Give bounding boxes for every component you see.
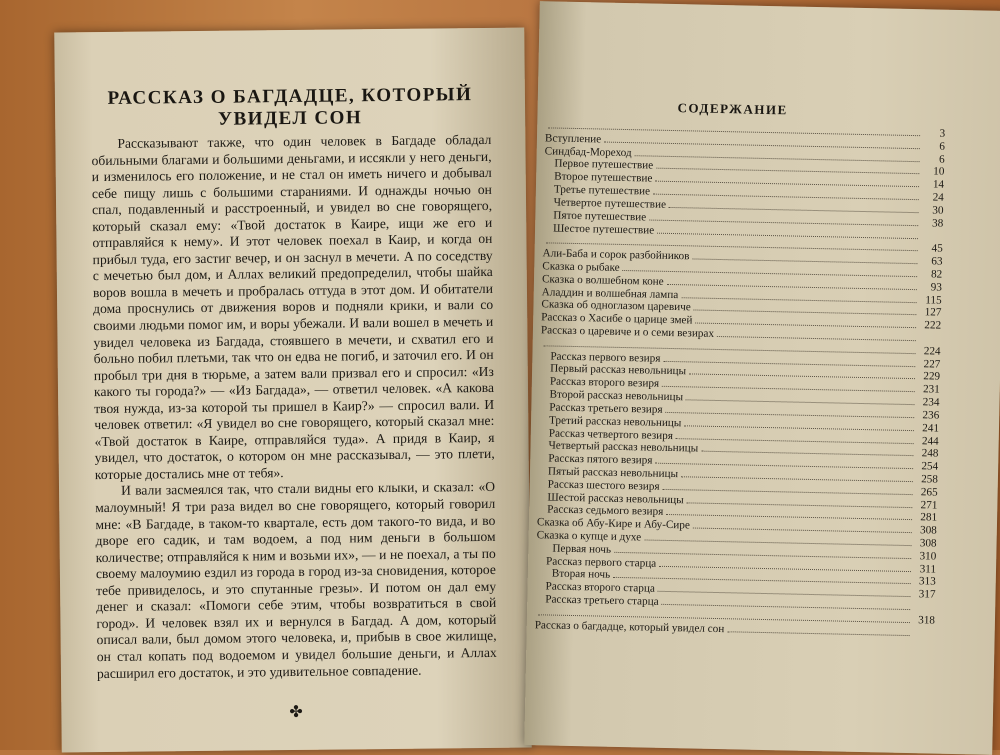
toc-entry-page-number: 244 [917, 435, 939, 448]
toc-entry-page-number: 227 [918, 358, 940, 371]
toc-dot-leader [717, 329, 916, 341]
toc-entry-title: Рассказ шестого везиря [548, 478, 660, 493]
toc-entry-title: Рассказ второго старца [545, 581, 655, 596]
toc-entry-page-number: 93 [920, 281, 942, 294]
toc-entry-title: Рассказ первого старца [546, 555, 656, 570]
right-book-page [524, 1, 1000, 755]
toc-entry-title: Первая ночь [552, 542, 611, 556]
toc-entry-title: Шестой рассказ невольницы [547, 491, 684, 507]
toc-entry-page-number: 30 [921, 204, 943, 217]
toc-entry-title: Рассказ первого везиря [550, 350, 660, 365]
story-paragraph-2: И вали засмеялся так, что стали видны его клыки, и сказал: «О малоумный! Я три раза видел во сне говорящего, который говорил мне: «В Багдаде, в таком-то квартале, есть дом такого-то вида, и во дворе его садик, и там водоем, а под ним деньги в большом количестве; отправляйся к ним и возьми их», — и не поехал, а ты по своему малоумию ездил из города в город из-за сновидения, которое тебе привиделось, и это спутанные грезы». И потом он дал ему денег и сказал: «Помоги себе этим, чтобы возвратиться в свой город». И человек взял их и вернулся в Багдад. А дом, который описал вали, был домом этого человека, и, прибыв в свое жилище, он стал копать под водоемом и увидел большие деньги, и Аллах расширил его достаток, и это удивительное совпадение. [95, 479, 497, 682]
table-of-contents [535, 119, 946, 640]
toc-entry-title: Третье путешествие [554, 184, 650, 199]
left-book-page [54, 28, 532, 753]
toc-entry-title: Синдбад-Мореход [545, 145, 632, 160]
toc-entry-page-number: 265 [916, 486, 938, 499]
toc-entry-title: Рассказ о Хасибе о царице змей [541, 311, 692, 327]
toc-entry-page-number: 82 [920, 268, 942, 281]
toc-entry-page-number: 271 [915, 499, 937, 512]
toc-entry-page-number: 310 [914, 550, 936, 563]
toc-entry-title: Первый рассказ невольницы [550, 363, 686, 379]
toc-entry-title: Рассказ седьмого везиря [547, 504, 663, 519]
toc-entry-page-number: 308 [914, 537, 936, 550]
toc-entry-page-number: 231 [918, 383, 940, 396]
toc-entry-title: Сказка об Абу-Кире и Абу-Сире [537, 516, 690, 532]
toc-entry-page-number: 224 [918, 345, 940, 358]
story-title [95, 84, 485, 132]
toc-entry-title: Пятый рассказ невольницы [548, 465, 678, 481]
toc-entry-page-number: 317 [913, 588, 935, 601]
toc-entry-title: Сказка о волшебном коне [542, 273, 664, 288]
toc-entry-title: Пятое путешествие [553, 209, 646, 224]
toc-entry-title: Второе путешествие [554, 171, 653, 186]
toc-entry-title: Сказка о купце и духе [537, 529, 642, 544]
story-title-line-2: УВИДЕЛ СОН [95, 106, 485, 132]
toc-entry-page-number: 248 [916, 447, 938, 460]
toc-entry-title: Рассказ третьего старца [545, 593, 659, 608]
toc-entry-title: Рассказ о царевиче и о семи везирах [541, 324, 714, 340]
toc-entry-page-number: 222 [919, 319, 941, 332]
story-text [91, 132, 497, 682]
toc-entry-title: Сказка о рыбаке [542, 260, 620, 274]
toc-entry-title: Сказка об одноглазом царевиче [541, 299, 691, 315]
toc-entry-title: Второй рассказ невольницы [549, 389, 683, 405]
toc-entry-page-number: 308 [915, 524, 937, 537]
toc-entry-page-number: 6 [922, 153, 944, 166]
toc-entry-page-number: 234 [917, 396, 939, 409]
toc-entry-title: Аладдин и волшебная лампа [542, 286, 679, 302]
toc-entry-page-number: 6 [923, 140, 945, 153]
toc-entry-page-number: 258 [916, 473, 938, 486]
toc-entry-page-number: 311 [914, 563, 936, 576]
toc-entry-title: Рассказ четвертого везиря [549, 427, 673, 442]
story-title-line-1: РАССКАЗ О БАГДАДЦЕ, КОТОРЫЙ [95, 84, 485, 110]
toc-entry-page-number: 24 [922, 191, 944, 204]
toc-entry-title: Вторая ночь [552, 568, 611, 582]
contents-title: СОДЕРЖАНИЕ [677, 100, 787, 118]
toc-entry-page-number: 236 [917, 409, 939, 422]
toc-entry-page-number: 254 [916, 460, 938, 473]
toc-entry-title: Али-Баба и сорок разбойников [542, 247, 689, 263]
toc-entry-page-number: 45 [921, 243, 943, 256]
toc-entry-title: Первое путешествие [554, 158, 653, 173]
toc-entry-page-number: 63 [920, 255, 942, 268]
toc-entry-title: Рассказ пятого везиря [548, 453, 652, 468]
toc-entry-page-number: 10 [922, 166, 944, 179]
toc-entry-title: Шестое путешествие [553, 222, 654, 237]
toc-entry-page-number: 241 [917, 422, 939, 435]
ornament-icon: ✤ [289, 702, 303, 722]
toc-entry-title: Четвертое путешествие [553, 196, 666, 211]
toc-entry-page-number: 3 [923, 127, 945, 140]
toc-entry-page-number: 127 [919, 307, 941, 320]
toc-entry-title: Четвертый рассказ невольницы [548, 440, 698, 456]
toc-entry-title: Вступление [545, 132, 602, 146]
toc-entry-title: Рассказ второго везиря [550, 376, 660, 391]
toc-entry-title: Третий рассказ невольницы [549, 414, 682, 430]
toc-entry-page-number: 38 [921, 217, 943, 230]
toc-dot-leader [727, 624, 910, 636]
toc-entry-page-number: 229 [918, 371, 940, 384]
toc-entry-title: Рассказ третьего везиря [549, 401, 663, 416]
toc-entry-page-number: 115 [920, 294, 942, 307]
toc-entry-page-number: 318 [913, 614, 935, 627]
toc-entry-page-number: 281 [915, 512, 937, 525]
toc-entry-page-number: 14 [922, 178, 944, 191]
toc-entry-page-number: 313 [914, 576, 936, 589]
toc-dot-leader [701, 444, 913, 456]
toc-entry-title: Рассказ о багдадце, который увидел сон [535, 619, 725, 636]
story-paragraph-1: Рассказывают также, что один человек в Багдаде обладал обильными благами и большими деньгами, и иссякли у него деньги, и изменилось его положение, и не стал он иметь ничего и добывал себе пищу лишь с большими стараниями. И однажды ночью он спал, подавленный и расстроенный, и увидел во сне говорящего, который сказал ему: «Твой достаток в Каире, ищи же его и отправляйся к нему». И этот человек поехал в Каир, и когда он прибыл туда, его застиг вечер, и он заснул в мечети. А по соседству с мечетью был дом, и Аллах великий предопределил, чтобы шайка воров вошла в мечеть и пробралась оттуда в этот дом. И обитатели дома проснулись от движения воров и подняли крики, и вали со своими людьми помог им, и воры убежали. И вали вошел в мечеть и увидел человека из Багдада, стоявшего в мечети, и схватил его и больно побил плетьми, так что он едва не погиб, и заточил его. И он пробыл три дня в тюрьме, а затем вали призвал его и спросил: «Из какого ты города?» — «Из Багдада», — ответил человек. «А какова твоя нужда, из-за которой ты пришел в Каир?» — спросил вали. И человек ответил: «Я увидел во сне говорящего, который сказал мне: «Твой достаток в Каире, отправляйся туда». А придя в Каир, я увидел, что достаток, о котором он мне рассказывал, — это плети, которые достались мне от тебя». [91, 132, 495, 484]
